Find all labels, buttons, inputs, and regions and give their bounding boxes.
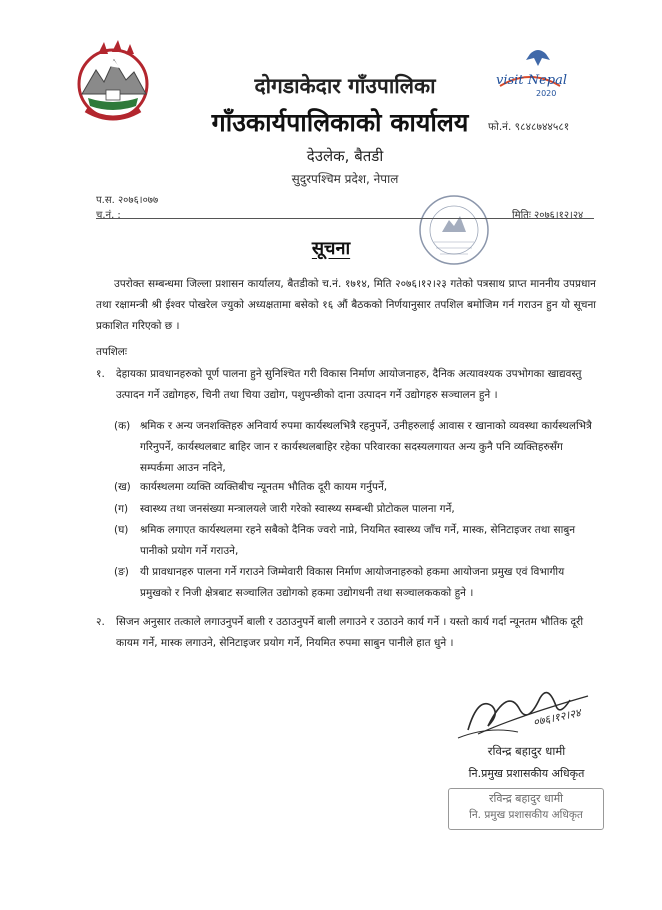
list-item-text: देहायका प्रावधानहरुको पूर्ण पालना हुने सुनिश्चित गरी विकास निर्माण आयोजनाहरु, दैनिक अत्यावश्यक उपभोगका खाद्यवस्तु उत्पादन गर्ने उद्योगहरु, चिनी तथा चिया उद्योग, पशुपन्छीको दाना उत्पादन गर्ने उद्योगहरु सञ्चालन हुने । (116, 368, 582, 401)
sub-list-item (114, 520, 596, 562)
letter-reference-number: प.स. २०७६।०७७ (96, 195, 159, 206)
header-divider (96, 218, 594, 219)
list-item (96, 612, 596, 654)
signatory-title: नि.प्रमुख प्रशासकीय अधिकृत (468, 767, 585, 780)
province: सुदुरपश्चिम प्रदेश, नेपाल (291, 172, 399, 186)
sub-list-item (114, 562, 596, 604)
sub-list-item-label: (क) (114, 420, 131, 432)
sub-list-item-label: (ख) (114, 481, 131, 493)
sub-list-item-text: श्रमिक लगाएत कार्यस्थलमा रहने सबैको दैनिक ज्वरो नाप्ने, नियमित स्वास्थ्य जाँच गर्ने, मास्क, सेनिटाइजर तथा साबुन पानीको प्रयोग गर्ने गराउने, (140, 524, 576, 557)
list-item-number: २. (96, 616, 105, 628)
sub-list-item-text: स्वास्थ्य तथा जनसंख्या मन्त्रालयले जारी गरेको स्वास्थ्य सम्बन्धी प्रोटोकल पालना गर्ने, (140, 503, 455, 515)
sub-list-item (114, 416, 596, 479)
visit-nepal-year: 2020 (536, 89, 557, 98)
tapasil-label: तपशिलः (96, 346, 128, 358)
list-item-text: सिजन अनुसार तत्काले लगाउनुपर्ने बाली र उठाउनुपर्ने बाली लगाउने र उठाउने कार्य गर्ने । यस्तो कार्य गर्दा न्यूनतम भौतिक दूरी कायम गर्ने, मास्क लगाउने, सेनिटाइजर प्रयोग गर्ने, नियमित रुपमा साबुन पानीले हात धुने । (116, 616, 584, 649)
intro-paragraph: उपरोक्त सम्बन्धमा जिल्ला प्रशासन कार्यालय, बैतडीको च.नं. १७१४, मिति २०७६।१२।२३ गतेको पत्रसाथ प्राप्त माननीय उपप्रधान तथा रक्षामन्त्री श्री ईश्वर पोखरेल ज्युको अध्यक्षतामा बसेको १६ औं बैठकको निर्णयानुसार तपशिल बमोजिम गर्न गराउन हुन यो सूचना प्रकाशित गरिएको छ । (96, 278, 596, 332)
sub-list-item-label: (ग) (114, 503, 129, 515)
signature-date: ०७६।१२।२४ (531, 706, 582, 729)
list-item-number: १. (96, 368, 105, 380)
name-stamp-name: रविन्द्र बहादुर धामी (488, 792, 564, 805)
sub-list-item-label: (घ) (114, 524, 129, 536)
handwritten-signature (448, 676, 608, 746)
letter-date: मितिः २०७६।१२।२४ (512, 210, 584, 221)
dispatch-number: च.नं. : (96, 210, 121, 221)
nepal-emblem-logo (68, 36, 158, 126)
org-name-line1: दोगडाकेदार गाँउपालिका (254, 74, 436, 98)
sub-list-item (114, 499, 596, 520)
address: देउलेक, बैतडी (306, 147, 384, 165)
phone-number: फो.नं. ९८४८७४४५८१ (488, 121, 570, 133)
visit-nepal-text: visit Nepal (496, 73, 567, 88)
notice-title (0, 236, 662, 260)
sub-list-item-text: श्रमिक र अन्य जनशक्तिहरु अनिवार्य रुपमा कार्यस्थलभित्रै रहनुपर्ने, उनीहरुलाई आवास र खानाको व्यवस्था कार्यस्थलभित्रै गरिनुपर्ने, कार्यस्थलबाट बाहिर जान र कार्यस्थलबाहिर रहेका परिवारका सदस्यलगायत अन्य कुनै पनि व्यक्तिहरुसँग सम्पर्कमा आउन नदिने, (140, 420, 592, 474)
notice-title-text: सूचना (311, 238, 351, 259)
list-item (96, 364, 596, 406)
org-name-line2: गाँउकार्यपालिकाको कार्यालय (211, 108, 469, 137)
signatory-name: रविन्द्र बहादुर धामी (487, 744, 566, 758)
sub-list-item-text: यी प्रावधानहरु पालना गर्ने गराउने जिम्मेवारी विकास निर्माण आयोजनाहरुको हकमा आयोजना प्रमुख एवं विभागीय प्रमुखको र निजी क्षेत्रबाट सञ्चालित उद्योगको हकमा उद्योगधनी तथा सञ्चालककको हुने । (140, 566, 565, 599)
sub-list-item (114, 477, 596, 498)
name-stamp-title: नि. प्रमुख प्रशासकीय अधिकृत (469, 809, 583, 821)
sub-list-item-label: (ङ) (114, 566, 129, 578)
sub-list-item-text: कार्यस्थलमा व्यक्ति व्यक्तिबीच न्यूनतम भौतिक दूरी कायम गर्नुपर्ने, (140, 481, 388, 493)
